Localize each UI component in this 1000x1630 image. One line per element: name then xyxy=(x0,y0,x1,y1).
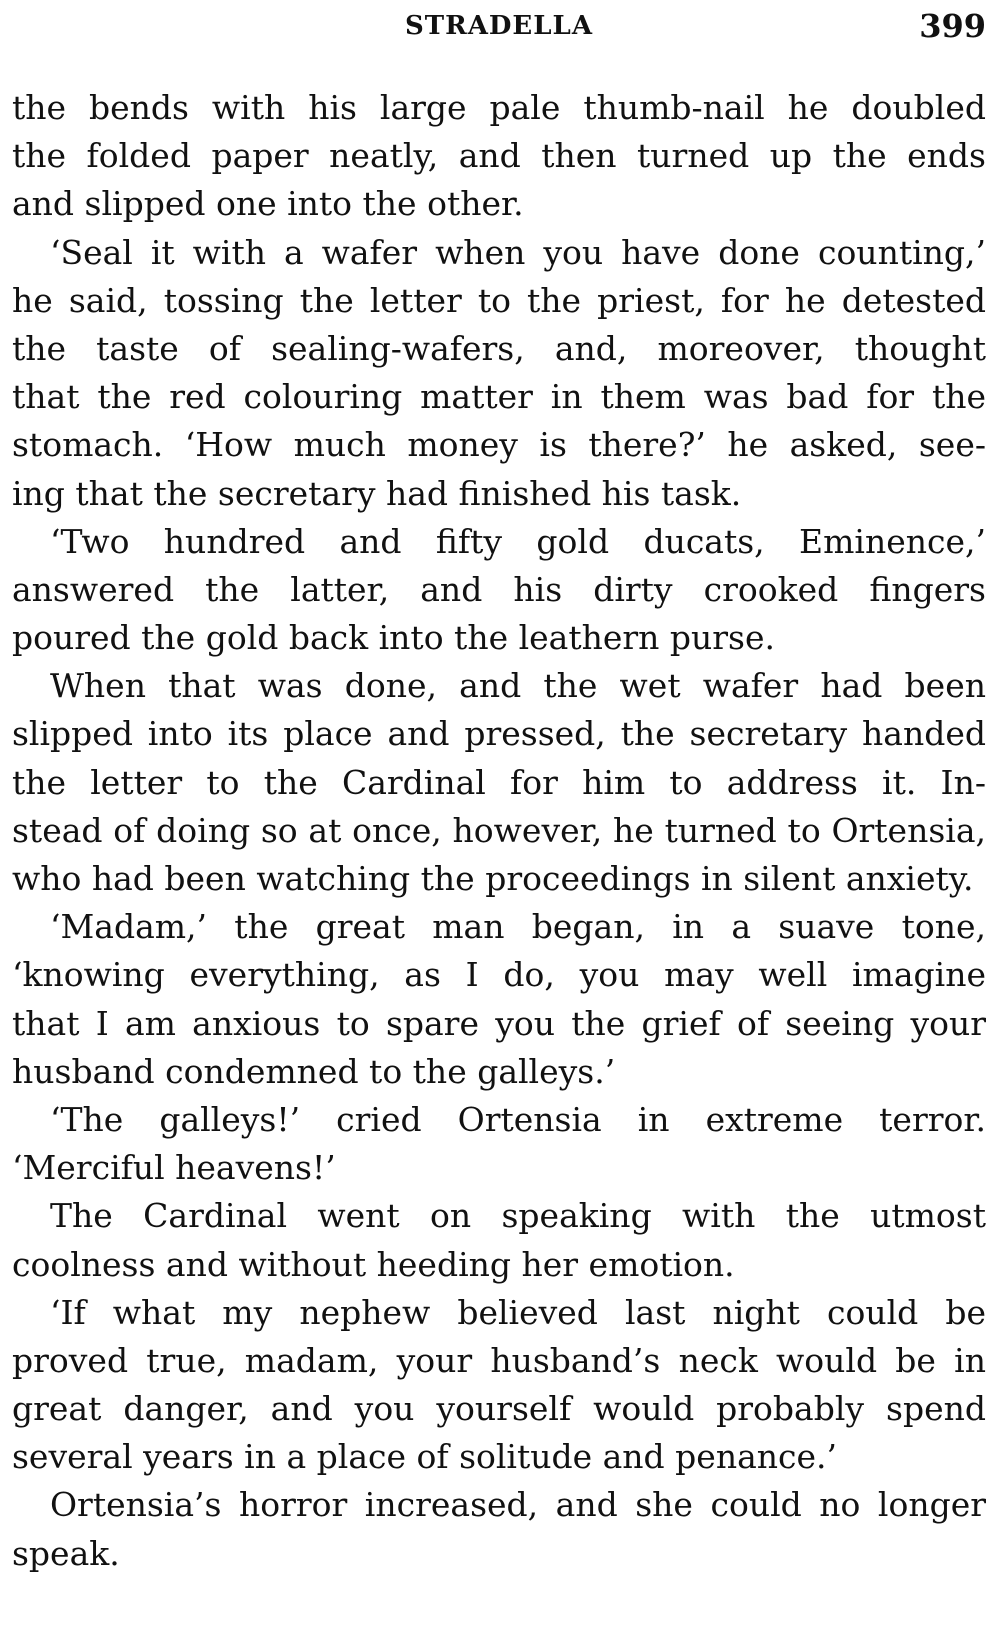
running-title: STRADELLA xyxy=(404,11,593,41)
text-line: he said, tossing the letter to the priest, for he detested xyxy=(12,280,986,320)
text-line: husband condemned to the galleys.’ xyxy=(12,1051,616,1091)
text-line: that the red colouring matter in them was bad for the xyxy=(12,377,986,417)
text-line: ‘Merciful heavens!’ xyxy=(12,1148,336,1188)
book-page xyxy=(12,0,986,1630)
text-line: answered the latter, and his dirty crooked fingers xyxy=(12,569,986,609)
text-line: the bends with his large pale thumb-nail he doubled xyxy=(12,88,986,127)
text-line: the letter to the Cardinal for him to address it. In- xyxy=(12,762,986,802)
text-line: ing that the secretary had finished his task. xyxy=(12,473,742,513)
text-line: ‘If what my nephew believed last night could be xyxy=(50,1292,986,1332)
text-line: and slipped one into the other. xyxy=(12,184,524,224)
running-head xyxy=(12,6,986,46)
text-line: Ortensia’s horror increased, and she could no longer xyxy=(50,1485,986,1525)
text-line: the taste of sealing-wafers, and, moreover, thought xyxy=(12,328,986,368)
text-line: The Cardinal went on speaking with the utmost xyxy=(50,1196,986,1236)
text-line: speak. xyxy=(12,1533,120,1573)
text-line: great danger, and you yourself would probably spend xyxy=(12,1389,986,1429)
text-line: poured the gold back into the leathern purse. xyxy=(12,618,776,658)
body-text xyxy=(12,84,986,1578)
text-line: stomach. ‘How much money is there?’ he asked, see- xyxy=(12,425,986,465)
text-line: stead of doing so at once, however, he turned to Ortensia, xyxy=(12,810,986,850)
text-line: the folded paper neatly, and then turned up the ends xyxy=(12,136,986,176)
text-line: ‘The galleys!’ cried Ortensia in extreme terror. xyxy=(50,1099,986,1139)
text-line: that I am anxious to spare you the grief of seeing your xyxy=(12,1003,986,1043)
text-line: several years in a place of solitude and penance.’ xyxy=(12,1437,837,1477)
text-line: ‘Two hundred and fifty gold ducats, Eminence,’ xyxy=(50,521,986,561)
text-line: ‘knowing everything, as I do, you may well imagine xyxy=(12,955,986,995)
text-line: who had been watching the proceedings in silent anxiety. xyxy=(12,859,974,898)
text-line: When that was done, and the wet wafer had been xyxy=(50,666,986,706)
text-line: coolness and without heeding her emotion. xyxy=(12,1244,735,1284)
text-line: slipped into its place and pressed, the secretary handed xyxy=(12,714,986,754)
text-line: ‘Seal it with a wafer when you have done counting,’ xyxy=(50,232,986,272)
text-line: proved true, madam, your husband’s neck would be in xyxy=(12,1340,986,1380)
page-number: 399 xyxy=(919,7,986,45)
text-line: ‘Madam,’ the great man began, in a suave tone, xyxy=(50,907,986,947)
